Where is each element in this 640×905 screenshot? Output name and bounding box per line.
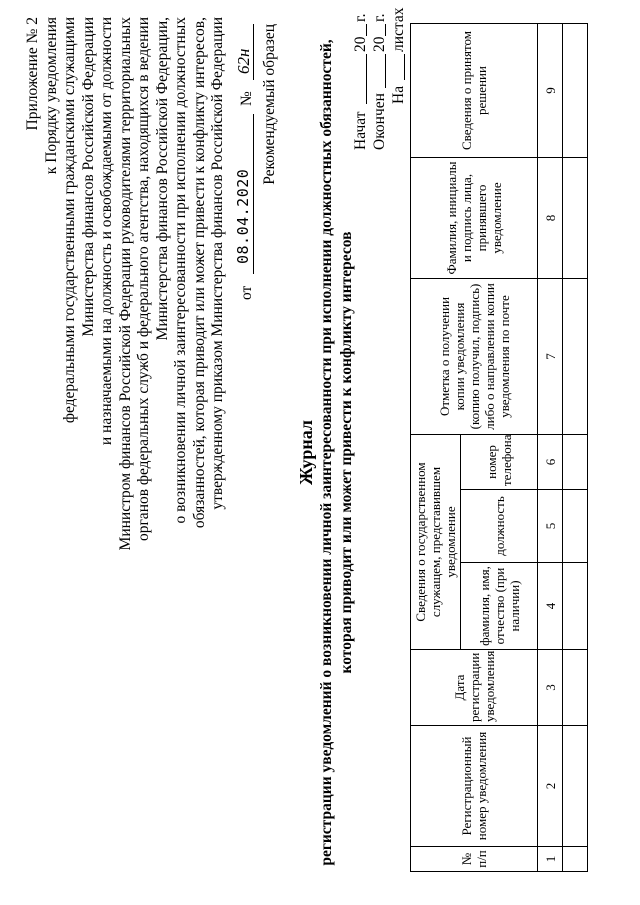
column-number: 4 <box>538 563 563 650</box>
journal-subtitle-line2: которая приводит или может привести к конфликту интересов <box>338 231 355 674</box>
table-cell <box>563 650 588 726</box>
number-label: № <box>238 91 255 106</box>
table-cell <box>563 847 588 872</box>
order-number: 62н <box>234 24 254 80</box>
appendix-line: органов федеральных служб и федерального агентства, находящихся в ведении <box>135 17 152 542</box>
started-label: Начат <box>352 111 369 150</box>
table-cell <box>563 435 588 490</box>
ended-year-prefix: 20 <box>371 36 388 52</box>
table-cell <box>563 24 588 158</box>
from-label: от <box>238 285 255 300</box>
column-number: 6 <box>538 435 563 490</box>
column-number: 7 <box>538 279 563 435</box>
ended-row <box>370 10 389 150</box>
appendix-line: Министерства финансов Российской Федерации, <box>153 17 171 341</box>
appendix-line: Министерства финансов Российской Федерации <box>79 17 97 337</box>
appendix-line: федеральными государственными гражданскими служащими <box>61 17 78 424</box>
appendix-line: к Порядку уведомления <box>42 17 60 175</box>
table-cell <box>563 563 588 650</box>
table-cell <box>563 279 588 435</box>
table-row <box>563 24 588 872</box>
header-row-number: № п/п <box>411 847 538 872</box>
header-receiver: Фамилия, инициалы и подпись лица, принявшего уведомление <box>411 158 538 279</box>
appendix-line: обязанностей, которая приводит или может привести к конфликту интересов, <box>190 17 208 529</box>
ended-blank <box>385 54 386 88</box>
column-number: 5 <box>538 490 563 563</box>
ended-label: Окончен <box>371 93 388 150</box>
appendix-line: утвержденному приказом Министерства финансов Российской Федерации <box>209 17 226 510</box>
table-cell <box>563 490 588 563</box>
on-label: На <box>390 85 407 104</box>
appendix-block <box>24 17 228 557</box>
order-date: 08.04.2020 <box>234 114 254 274</box>
column-number: 1 <box>538 847 563 872</box>
order-date-line <box>234 24 256 564</box>
header-copy-mark: Отметка о получении копии уведомления (копию получил, подпись) либо о направлении копии уведомления по почте <box>411 279 538 435</box>
header-phone: номер телефона <box>461 435 538 490</box>
appendix-line: о возникновении личной заинтересованности при исполнении должностных <box>172 17 189 524</box>
table-header-row <box>411 24 461 872</box>
started-blank <box>366 54 367 104</box>
table-cell <box>563 158 588 279</box>
header-registration-number: Регистрационный номер уведомления <box>411 726 538 847</box>
appendix-line: Приложение № 2 <box>24 17 41 131</box>
ended-year-suffix: г. <box>371 13 388 22</box>
journal-period-block <box>351 7 408 150</box>
sheets-blank <box>404 54 405 80</box>
journal-subtitle-line1: регистрации уведомлений о возникновении личной заинтересованности при исполнении должностных обязанностей, <box>318 39 335 866</box>
header-decision: Сведения о принятом решении <box>411 24 538 158</box>
header-full-name: фамилия, имя, отчество (при наличии) <box>461 563 538 650</box>
appendix-line: и назначаемыми на должность и освобождаемыми от должности <box>98 17 115 446</box>
journal-table <box>410 23 588 872</box>
sheets-row <box>389 7 408 150</box>
started-year-blank <box>366 24 367 36</box>
column-number: 8 <box>538 158 563 279</box>
started-row <box>351 10 370 150</box>
column-number: 3 <box>538 650 563 726</box>
sheets-label: листах <box>390 7 407 52</box>
started-year-suffix: г. <box>352 13 369 22</box>
ended-year-blank <box>385 24 386 36</box>
column-number: 9 <box>538 24 563 158</box>
journal-title: Журнал <box>296 419 316 486</box>
column-number: 2 <box>538 726 563 847</box>
started-year-prefix: 20 <box>352 36 369 52</box>
column-number-row <box>538 24 563 872</box>
table-cell <box>563 726 588 847</box>
appendix-line: Министром финансов Российской Федерации руководителями территориальных <box>116 17 134 551</box>
header-position: должность <box>461 490 538 563</box>
header-registration-date: Дата регистрации уведомления <box>411 650 538 726</box>
header-servant-info: Сведения о государственном служащем, представившем уведомление <box>411 435 461 650</box>
recommended-sample-label: Рекомендуемый образец <box>261 24 278 185</box>
